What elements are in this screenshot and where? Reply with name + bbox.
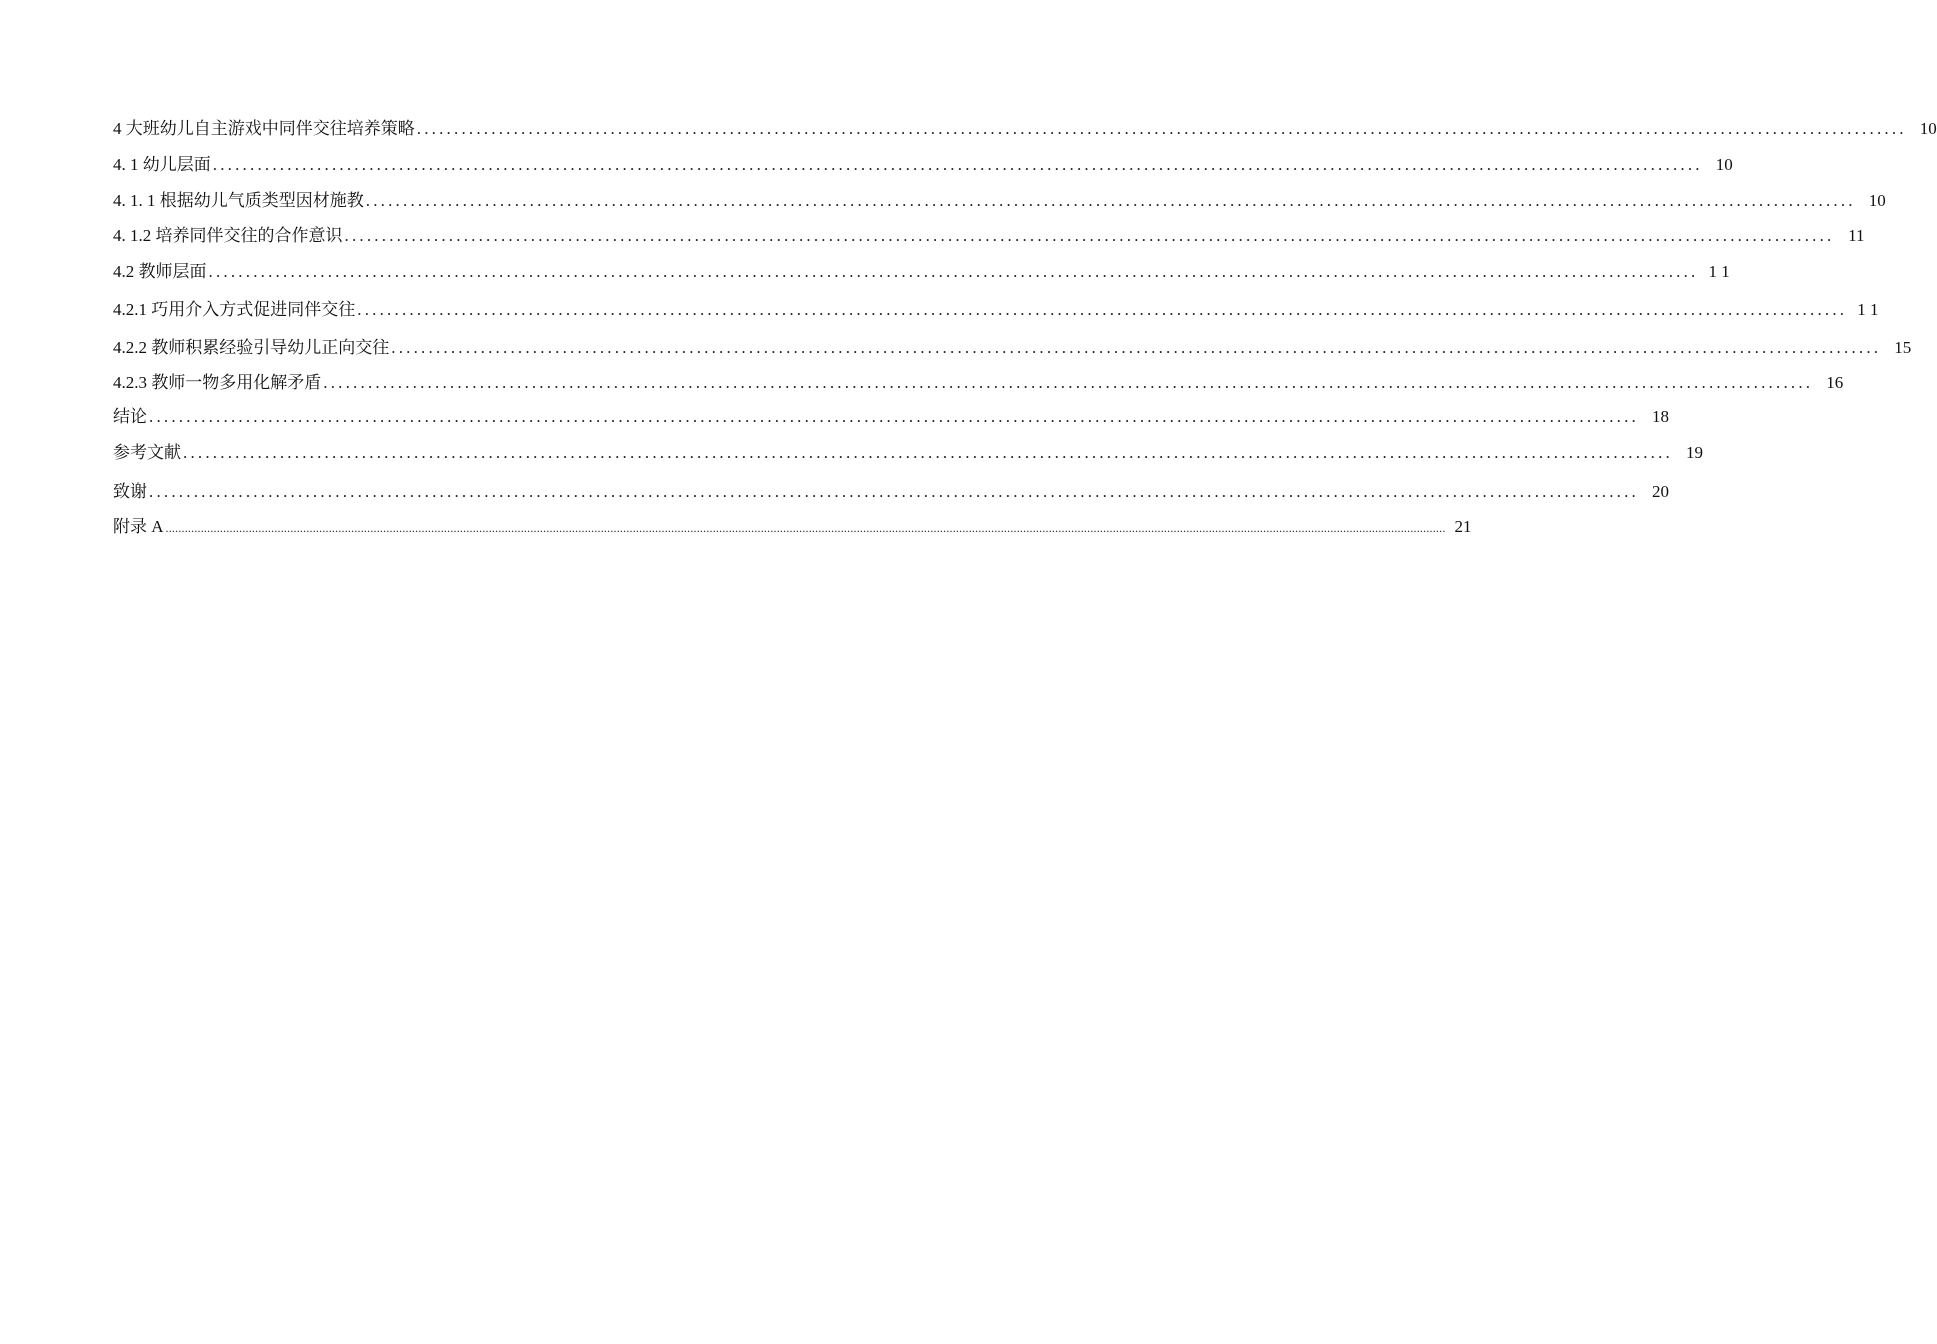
toc-entry-page: 21 xyxy=(1454,517,1472,536)
toc-entry-page: 16 xyxy=(1826,373,1844,392)
toc-entry xyxy=(113,154,1733,176)
toc-entry xyxy=(113,406,1669,428)
toc-dot-leader: ........................................................................................................................................................................................................ xyxy=(183,443,1673,462)
toc-entry-title: 附录 A xyxy=(113,517,164,536)
toc-entry-title: 参考文献 xyxy=(113,443,181,462)
toc-entry-page: 11 xyxy=(1848,226,1865,245)
toc-entry xyxy=(113,481,1669,503)
toc-entry xyxy=(113,299,1879,321)
toc-entry-page: 10 xyxy=(1919,119,1937,138)
toc-entry-title: 4.2.1 巧用介入方式促进同伴交往 xyxy=(113,300,356,319)
toc-entry-page: 1 1 xyxy=(1708,262,1730,281)
toc-dot-leader: ........................................................................................................................................................................................................ xyxy=(344,226,1835,245)
toc-entry-page: 18 xyxy=(1652,407,1669,426)
toc-dot-leader: ........................................................................................................................................................................................................ xyxy=(323,373,1814,392)
toc-entry-page: 1 1 xyxy=(1857,300,1879,319)
toc-entry xyxy=(113,225,1865,247)
toc-dot-leader: ........................................................................................................................................................................................................ xyxy=(149,407,1639,426)
toc-entry-title: 4. 1. 1 根据幼儿气质类型因材施教 xyxy=(113,191,364,210)
toc-entry-title: 4.2.2 教师积累经验引导幼儿正向交往 xyxy=(113,338,390,357)
toc-entry-title: 4. 1 幼儿层面 xyxy=(113,155,211,174)
toc-entry-title: 4 大班幼儿自主游戏中同伴交往培养策略 xyxy=(113,119,415,138)
toc-entry xyxy=(113,337,1912,359)
toc-entry xyxy=(113,261,1730,283)
toc-entry-page: 20 xyxy=(1652,482,1669,501)
toc-dot-leader: ........................................................................................................................................................................................................ xyxy=(416,119,1907,138)
toc-entry-title: 4.2 教师层面 xyxy=(113,262,207,281)
toc-entry-title: 致谢 xyxy=(113,482,147,501)
toc-entry-page: 10 xyxy=(1715,155,1733,174)
toc-entry xyxy=(113,190,1886,212)
toc-entry xyxy=(113,372,1844,394)
toc-dot-leader: ........................................................................................................................................................................................................ xyxy=(212,155,1703,174)
toc-entry-title: 结论 xyxy=(113,407,147,426)
toc-entry xyxy=(113,118,1937,140)
toc-entry-page: 10 xyxy=(1868,191,1886,210)
toc-entry xyxy=(113,516,1472,539)
toc-dot-leader: ........................................................................................................................................................................................................ xyxy=(149,482,1639,501)
toc-entry xyxy=(113,442,1703,464)
toc-dot-leader: ........................................................................................................................................................................................................ xyxy=(365,191,1856,210)
toc-dot-leader: ........................................................................................................................................................................................................ xyxy=(208,262,1699,281)
toc-entry-title: 4.2.3 教师一物多用化解矛盾 xyxy=(113,373,322,392)
toc-dot-leader: ........................................................................................................................................................................................................ xyxy=(357,300,1848,319)
toc-entry-page: 15 xyxy=(1894,338,1912,357)
toc-entry-title: 4. 1.2 培养同伴交往的合作意识 xyxy=(113,226,343,245)
toc-dot-leader: ........................................................................................................................................................................................................ xyxy=(391,338,1882,357)
toc-dot-leader: ................................................................................................................................................................................................................................................................................................................................................................................................................ xyxy=(165,521,1446,535)
toc-entry-page: 19 xyxy=(1686,443,1703,462)
